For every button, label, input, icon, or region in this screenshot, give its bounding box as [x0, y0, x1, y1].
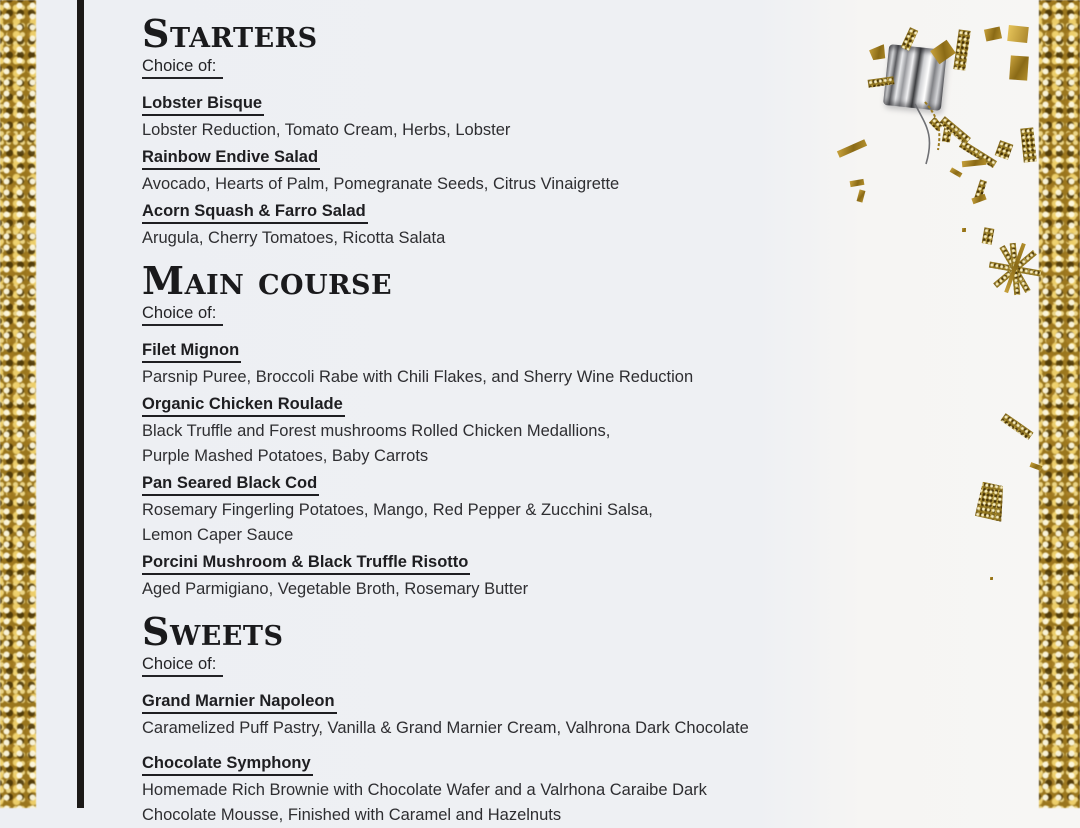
dish-name: Porcini Mushroom & Black Truffle Risotto: [142, 552, 470, 575]
confetti-piece: [1000, 413, 1033, 440]
dish-name: Filet Mignon: [142, 340, 241, 363]
dish-name: Acorn Squash & Farro Salad: [142, 201, 368, 224]
menu-section-starters: [142, 11, 842, 251]
choice-of-label: Choice of:: [142, 56, 223, 79]
choice-of-label: Choice of:: [142, 654, 223, 677]
confetti-piece: [857, 189, 866, 202]
menu-item: [142, 473, 842, 548]
choice-of-label: Choice of:: [142, 303, 223, 326]
menu-item: [142, 394, 842, 469]
dish-description: Chocolate Mousse, Finished with Caramel and Hazelnuts: [142, 806, 562, 824]
dish-name: Organic Chicken Roulade: [142, 394, 345, 417]
menu-content: [142, 11, 842, 828]
dish-description: Rosemary Fingerling Potatoes, Mango, Red Pepper & Zucchini Salsa,: [142, 501, 653, 519]
section-title: Sweets: [142, 609, 284, 654]
streamer-thread-icon: [895, 98, 965, 173]
confetti-piece: [1020, 127, 1036, 162]
confetti-piece: [974, 179, 987, 200]
menu-item: [142, 340, 842, 390]
section-title: Main course: [142, 258, 393, 303]
dish-description: Lobster Reduction, Tomato Cream, Herbs, Lobster: [142, 121, 511, 139]
confetti-piece: [995, 140, 1014, 160]
dish-name: Chocolate Symphony: [142, 753, 313, 776]
confetti-piece: [984, 26, 1002, 41]
confetti-piece: [1009, 55, 1029, 80]
menu-section-sweets: [142, 609, 842, 828]
dish-description: Avocado, Hearts of Palm, Pomegranate Seeds, Citrus Vinaigrette: [142, 175, 620, 193]
confetti-starburst: [985, 238, 1043, 300]
menu-item: [142, 201, 842, 251]
dish-name: Rainbow Endive Salad: [142, 147, 320, 170]
dish-description: Caramelized Puff Pastry, Vanilla & Grand Marnier Cream, Valhrona Dark Chocolate: [142, 719, 749, 737]
confetti-piece: [975, 481, 1007, 521]
gold-glitter-border-left: [0, 0, 36, 808]
starters-items: [142, 93, 842, 251]
confetti-piece: [962, 159, 986, 167]
dish-name: Pan Seared Black Cod: [142, 473, 319, 496]
menu-item: [142, 753, 842, 828]
menu-border-line: [77, 0, 84, 808]
confetti-piece: [868, 44, 887, 62]
dish-description: Parsnip Puree, Broccoli Rabe with Chili Flakes, and Sherry Wine Reduction: [142, 368, 694, 386]
dish-description: Purple Mashed Potatoes, Baby Carrots: [142, 447, 429, 465]
dish-description: Aged Parmigiano, Vegetable Broth, Rosemary Butter: [142, 580, 529, 598]
dish-name: Lobster Bisque: [142, 93, 264, 116]
confetti-piece: [850, 179, 865, 187]
confetti-piece: [962, 228, 966, 232]
gold-glitter-border-right: [1039, 0, 1080, 808]
dish-description: Arugula, Cherry Tomatoes, Ricotta Salata: [142, 229, 446, 247]
dish-description: Black Truffle and Forest mushrooms Rolled Chicken Medallions,: [142, 422, 611, 440]
menu-section-main-course: [142, 258, 842, 602]
dish-description: Homemade Rich Brownie with Chocolate Wafer and a Valrhona Caraibe Dark: [142, 781, 707, 799]
sweets-items: [142, 691, 842, 828]
confetti-piece: [953, 29, 970, 70]
main-course-items: [142, 340, 842, 602]
menu-item: [142, 552, 842, 602]
menu-item: [142, 147, 842, 197]
confetti-piece: [1007, 25, 1029, 43]
menu-item: [142, 691, 842, 741]
menu-item: [142, 93, 842, 143]
confetti-piece: [990, 577, 993, 580]
confetti-piece: [971, 194, 986, 204]
dish-name: Grand Marnier Napoleon: [142, 691, 337, 714]
dish-description: Lemon Caper Sauce: [142, 526, 294, 544]
section-title: Starters: [142, 11, 318, 56]
